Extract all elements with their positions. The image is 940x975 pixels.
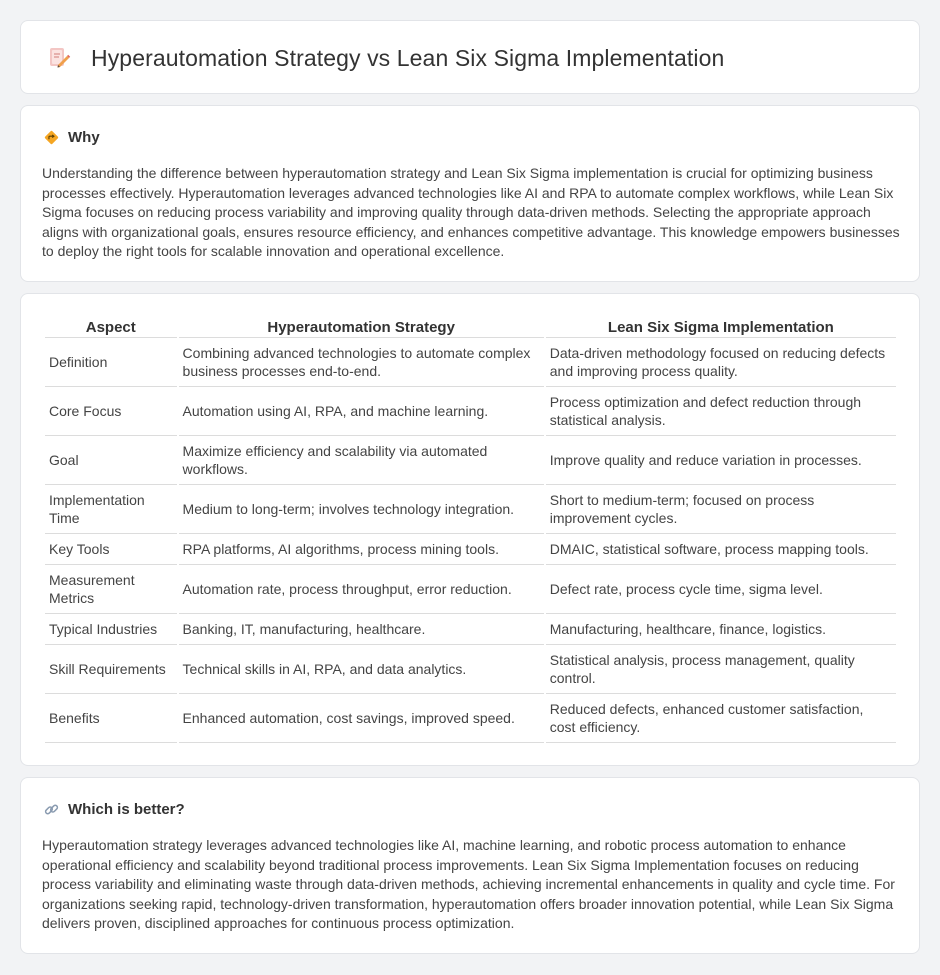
road-sign-icon — [43, 129, 60, 146]
hyperautomation-cell: Technical skills in AI, RPA, and data analytics. — [179, 645, 544, 694]
lean-six-sigma-cell: Improve quality and reduce variation in processes. — [546, 436, 896, 485]
better-heading: Which is better? — [68, 800, 185, 818]
header-hyperautomation: Hyperautomation Strategy — [179, 316, 544, 338]
document-pencil-icon — [47, 46, 71, 70]
aspect-cell: Definition — [45, 338, 177, 387]
comparison-card — [20, 293, 920, 766]
hyperautomation-cell: Enhanced automation, cost savings, improved speed. — [179, 694, 544, 743]
hyperautomation-cell: Medium to long-term; involves technology integration. — [179, 485, 544, 534]
comparison-table — [43, 316, 898, 743]
hyperautomation-cell: Automation rate, process throughput, error reduction. — [179, 565, 544, 614]
why-text: Understanding the difference between hyperautomation strategy and Lean Six Sigma implementation is crucial for optimizing business processes effectively. Hyperautomation leverages advanced technologies like AI and RPA to automate complex workflows, while Lean Six Sigma focuses on reducing process variability and improving quality through data-driven methods. Selecting the appropriate approach aligns with organizational goals, ensures resource efficiency, and enhances competitive advantage. This knowledge empowers businesses to deploy the right tools for scalable innovation and operational excellence. — [42, 165, 900, 260]
table-row — [45, 436, 896, 485]
lean-six-sigma-cell: Statistical analysis, process management, quality control. — [546, 645, 896, 694]
table-header-row — [45, 316, 896, 338]
page-title: Hyperautomation Strategy vs Lean Six Sigma Implementation — [91, 44, 725, 71]
hyperautomation-cell: RPA platforms, AI algorithms, process mining tools. — [179, 534, 544, 565]
table-row — [45, 645, 896, 694]
table-row — [45, 614, 896, 645]
aspect-cell: Key Tools — [45, 534, 177, 565]
better-heading-row — [43, 798, 185, 820]
table-row — [45, 694, 896, 743]
hyperautomation-cell: Combining advanced technologies to automate complex business processes end-to-end. — [179, 338, 544, 387]
aspect-cell: Skill Requirements — [45, 645, 177, 694]
hyperautomation-cell: Automation using AI, RPA, and machine learning. — [179, 387, 544, 436]
link-icon — [43, 801, 60, 818]
which-is-better-card — [20, 777, 920, 954]
table-row — [45, 534, 896, 565]
lean-six-sigma-cell: Defect rate, process cycle time, sigma level. — [546, 565, 896, 614]
header-lean-six-sigma: Lean Six Sigma Implementation — [546, 316, 896, 338]
table-row — [45, 338, 896, 387]
aspect-cell: Core Focus — [45, 387, 177, 436]
lean-six-sigma-cell: DMAIC, statistical software, process mapping tools. — [546, 534, 896, 565]
aspect-cell: Typical Industries — [45, 614, 177, 645]
lean-six-sigma-cell: Reduced defects, enhanced customer satisfaction, cost efficiency. — [546, 694, 896, 743]
why-card — [20, 105, 920, 282]
why-heading: Why — [68, 128, 100, 146]
better-text: Hyperautomation strategy leverages advanced technologies like AI, machine learning, and robotic process automation to enhance operational efficiency and scalability beyond traditional process improvements. Lean Six Sigma Implementation focuses on reducing process variability and eliminating waste through data-driven methods, achieving incremental enhancements in quality and cycle time. For organizations seeking rapid, technology-driven transformation, hyperautomation offers broader innovation potential, while Lean Six Sigma delivers proven, disciplined approaches for continuous process optimization. — [42, 837, 895, 932]
aspect-cell: Measurement Metrics — [45, 565, 177, 614]
title-card — [20, 20, 920, 94]
hyperautomation-cell: Banking, IT, manufacturing, healthcare. — [179, 614, 544, 645]
table-row — [45, 565, 896, 614]
lean-six-sigma-cell: Manufacturing, healthcare, finance, logistics. — [546, 614, 896, 645]
lean-six-sigma-cell: Data-driven methodology focused on reducing defects and improving process quality. — [546, 338, 896, 387]
title-row — [47, 43, 724, 73]
table-row — [45, 387, 896, 436]
header-aspect: Aspect — [45, 316, 177, 338]
lean-six-sigma-cell: Short to medium-term; focused on process improvement cycles. — [546, 485, 896, 534]
aspect-cell: Goal — [45, 436, 177, 485]
aspect-cell: Implementation Time — [45, 485, 177, 534]
aspect-cell: Benefits — [45, 694, 177, 743]
lean-six-sigma-cell: Process optimization and defect reduction through statistical analysis. — [546, 387, 896, 436]
hyperautomation-cell: Maximize efficiency and scalability via automated workflows. — [179, 436, 544, 485]
why-heading-row — [43, 126, 100, 148]
table-row — [45, 485, 896, 534]
